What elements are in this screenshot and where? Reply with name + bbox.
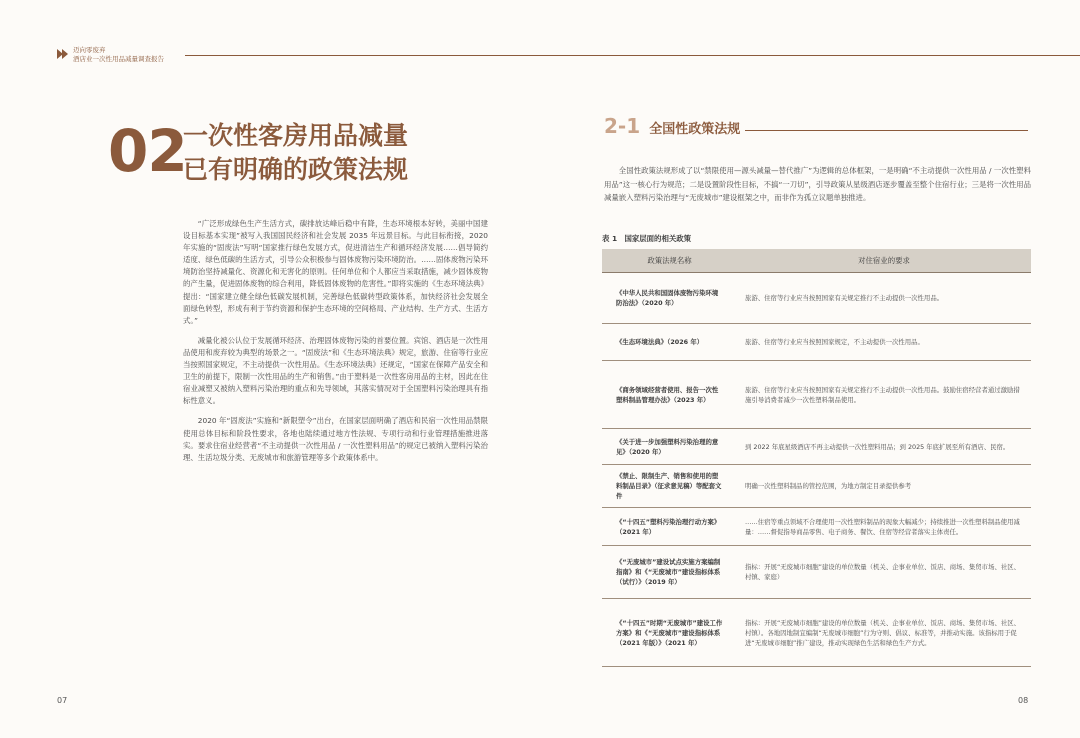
header-subtitle: 酒店业一次性用品减量调查报告: [73, 55, 164, 63]
policy-requirement: 旅游、住宿等行业应当按照国家有关规定推行不主动提供一次性用品。: [745, 294, 944, 302]
table-row: [602, 508, 1031, 546]
policy-name: 《禁止、限制生产、销售和使用的塑料制品目录》（征求意见稿）等配套文件: [616, 472, 722, 500]
chapter-number: 02: [108, 117, 187, 185]
table-header: [602, 249, 1031, 273]
policy-requirement: ……住宿等重点领域不合理使用一次性塑料制品的现象大幅减少；持续推进一次性塑料制品使用减量：……督促指导商品零售、电子商务、餐饮、住宿等经营者落实主体责任。: [745, 517, 1020, 536]
left-body-text: [183, 218, 488, 472]
table-row: [602, 599, 1031, 667]
policy-requirement: 指标：开展“无废城市细胞”建设的单位数量（机关、企事业单位、饭店、商场、集贸市场、社区、村镇、家庭）: [745, 563, 1021, 581]
table-row: [602, 273, 1031, 324]
table-row: [602, 361, 1031, 429]
double-arrow-icon: [57, 48, 69, 60]
chapter-title-line2: 已有明确的政策法规: [183, 155, 409, 184]
paragraph: “广泛形成绿色生产生活方式，碳排放达峰后稳中有降，生态环境根本好转，美丽中国建设目标基本实现”被写入我国国民经济和社会发展 2035 年远景目标。与此目标衔接，2020 年实施的“固废法”写明“国家推行绿色发展方式，促进清洁生产和循环经济发展……倡导简约适度、绿色低碳的生活方式，引导公众积极参与固体废物污染环境防治。……固体废物污染环境防治坚持减量化、资源化和无害化的原则。任何单位和个人都应当采取措施，减少固体废物的产生量，促进固体废物的综合利用，降低固体废物的危害性。”即将实施的《生态环境法典》提出：“国家建立健全绿色低碳发展机制，完善绿色低碳转型政策体系，加快经济社会发展全面绿色转型，形成有利于节约资源和保护生态环境的空间格局、产业结构、生产方式、生活方式。”: [183, 219, 488, 325]
policy-name: 《“十四五”时期“无废城市”建设工作方案》和《“无废城市”建设指标体系（2021 年版）》（2021 年）: [616, 618, 723, 647]
table-caption: 表 1 国家层面的相关政策: [602, 234, 692, 243]
running-header: [57, 42, 1080, 72]
section-rule: [745, 130, 1028, 131]
policy-table: [602, 249, 1031, 667]
section-heading: 全国性政策法规: [649, 122, 741, 137]
policy-requirement: 明确一次性塑料制品的管控范围，为地方制定目录提供参考: [745, 482, 912, 490]
section-intro: 全国性政策法规形成了以“禁限使用—源头减量—替代推广”为逻辑的总体框架，一是明确“不主动提供一次性用品 / 一次性塑料用品”这一核心行为规范；二是设置阶段性目标，不搞“一刀切”，引导政策从星级酒店逐步覆盖至整个住宿行业；三是将一次性用品减量嵌入塑料污染治理与“无废城市”建设框架之中，而非作为孤立议题单独推进。: [604, 166, 1031, 202]
table-row: [602, 429, 1031, 465]
page-number-right: 08: [1018, 696, 1029, 705]
page-number-left: 07: [57, 696, 68, 705]
section-number: 2-1: [604, 114, 641, 138]
policy-name: 《中华人民共和国固体废物污染环境防治法》（2020 年）: [616, 289, 719, 307]
policy-name: 《商务领域经营者使用、报告一次性塑料制品管理办法》（2023 年）: [616, 385, 719, 404]
table-row: [602, 465, 1031, 508]
policy-requirement: 旅游、住宿等行业应当按照国家规定，不主动提供一次性用品。: [745, 338, 924, 346]
table-row: [602, 324, 1031, 361]
paragraph: 减量化被公认位于发展循环经济、治理固体废物污染的首要位置。宾馆、酒店是一次性用品使用和废弃较为典型的场景之一。“固废法”和《生态环境法典》规定，旅游、住宿等行业应当按照国家规定，不主动提供一次性用品。《生态环境法典》还规定，“国家在保障产品安全和卫生的前提下，限制一次性用品的生产和销售。”由于塑料是一次性客房用品的主材，因此在住宿业减塑又被纳入塑料污染治理的重点和先导领域，其落实情况对于全国塑料污染治理具有指标性意义。: [183, 335, 488, 406]
chapter-title-line1: 一次性客房用品减量: [183, 121, 409, 150]
header-rule: [185, 55, 1080, 56]
policy-name: 《“无废城市”建设试点实施方案编制指南》和《“无废城市”建设指标体系（试行）》（2019 年）: [616, 558, 721, 586]
policy-requirement: 指标：开展“无废城市细胞”建设的单位数量（机关、企事业单位、饭店、商场、集贸市场、社区、村镇）。各地因地制宜编制“无废城市细胞”行为守则、倡议、标准等，并推动实施。该指标用于促进“无废城市细胞”推广建设，推动实现绿色生活和绿色生产方式。: [745, 618, 1021, 647]
policy-name: 《“十四五”塑料污染治理行动方案》（2021 年）: [616, 517, 721, 536]
column-header-policy: 政策法规名称: [647, 256, 692, 265]
policy-requirement: 旅游、住宿等行业应当按照国家有关规定推行不主动提供一次性用品。鼓励住宿经营者通过激励措施引导消费者减少一次性塑料制品使用。: [745, 385, 1020, 404]
policy-name: 《生态环境法典》（2026 年）: [616, 338, 704, 346]
section-title: [604, 114, 740, 138]
table-row: [602, 546, 1031, 599]
chapter-title: [183, 119, 408, 187]
column-header-requirement: 对住宿业的要求: [858, 256, 910, 265]
policy-requirement: 到 2022 年底星级酒店不再主动提供一次性塑料用品；到 2025 年底扩展至所有酒店、民宿。: [745, 442, 1010, 451]
header-title: 迈向零废弃: [73, 46, 106, 54]
paragraph: 2020 年“固废法”实施和“新限塑令”出台，在国家层面明确了酒店和民宿一次性用品禁限使用总体目标和阶段性要求，各地也陆续通过地方性法规、专项行动和行业管理措施推进落实。要求住宿业经营者“不主动提供一次性用品 / 一次性塑料用品”的规定已被纳入塑料污染治理、生活垃圾分类、无废城市和旅游管理等多个政策体系中。: [183, 416, 488, 462]
policy-name: 《关于进一步加强塑料污染治理的意见》（2020 年）: [616, 437, 719, 456]
